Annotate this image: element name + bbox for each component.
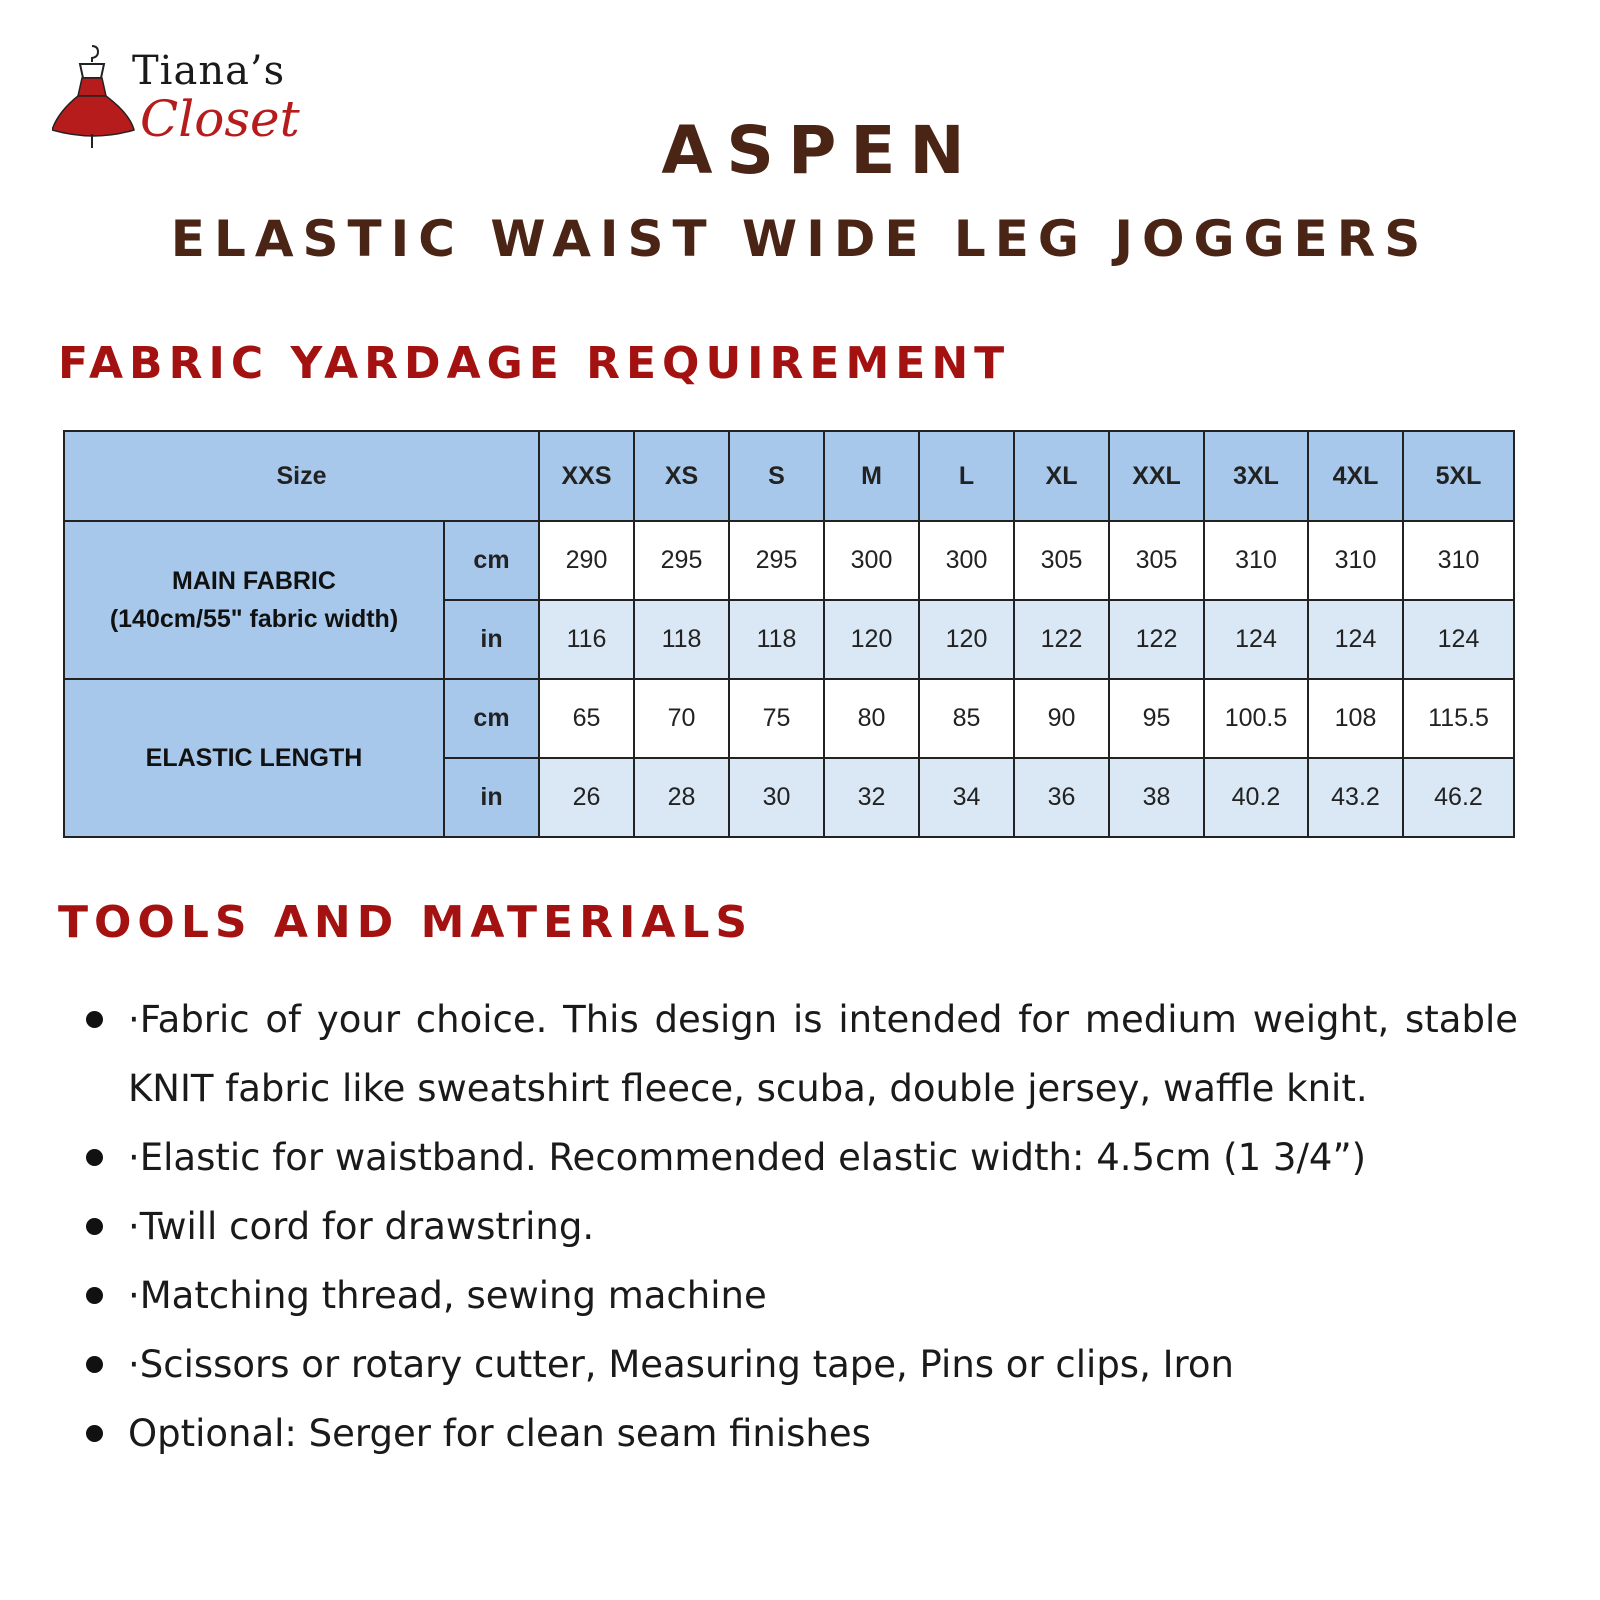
table-cell: 295 bbox=[729, 521, 824, 600]
table-cell: 38 bbox=[1109, 758, 1204, 837]
table-cell: 80 bbox=[824, 679, 919, 758]
table-cell: 36 bbox=[1014, 758, 1109, 837]
size-col-header: XS bbox=[634, 431, 729, 521]
main-fabric-label-line2: (140cm/55" fabric width) bbox=[109, 605, 399, 633]
table-cell: 65 bbox=[539, 679, 634, 758]
size-col-header: 4XL bbox=[1308, 431, 1403, 521]
bullet-icon bbox=[86, 1011, 103, 1028]
list-item-text: ·Matching thread, sewing machine bbox=[128, 1274, 767, 1317]
unit-cell: in bbox=[444, 758, 539, 837]
tools-materials-heading: TOOLS AND MATERIALS bbox=[58, 897, 754, 948]
bullet-icon bbox=[86, 1287, 103, 1304]
brand-name-top: Tiana’s bbox=[132, 48, 286, 94]
table-cell: 310 bbox=[1308, 521, 1403, 600]
table-cell: 40.2 bbox=[1204, 758, 1308, 837]
list-item bbox=[78, 1123, 1518, 1192]
list-item-text: ·Scissors or rotary cutter, Measuring tape, Pins or clips, Iron bbox=[128, 1343, 1235, 1386]
table-cell: 120 bbox=[824, 600, 919, 679]
size-col-header: 3XL bbox=[1204, 431, 1308, 521]
table-cell: 85 bbox=[919, 679, 1014, 758]
size-header: Size bbox=[64, 431, 539, 521]
list-item-text: ·Fabric of your choice. This design is intended for medium weight, stable KNIT fabric like sweatshirt fleece, scuba, double jersey, waffle knit. bbox=[128, 998, 1518, 1110]
list-item bbox=[78, 1399, 1518, 1468]
elastic-length-label-text: ELASTIC LENGTH bbox=[145, 744, 363, 772]
list-item bbox=[78, 1330, 1518, 1399]
tools-list bbox=[78, 985, 1518, 1468]
list-item-text: ·Elastic for waistband. Recommended elastic width: 4.5cm (1 3/4”) bbox=[128, 1136, 1367, 1179]
size-col-header: S bbox=[729, 431, 824, 521]
bullet-icon bbox=[86, 1218, 103, 1235]
bullet-icon bbox=[86, 1356, 103, 1373]
table-cell: 295 bbox=[634, 521, 729, 600]
bullet-icon bbox=[86, 1149, 103, 1166]
table-cell: 122 bbox=[1109, 600, 1204, 679]
elastic-length-label bbox=[64, 679, 444, 837]
table-cell: 32 bbox=[824, 758, 919, 837]
size-col-header: 5XL bbox=[1403, 431, 1514, 521]
table-cell: 305 bbox=[1014, 521, 1109, 600]
table-cell: 115.5 bbox=[1403, 679, 1514, 758]
table-cell: 100.5 bbox=[1204, 679, 1308, 758]
table-cell: 34 bbox=[919, 758, 1014, 837]
size-col-header: M bbox=[824, 431, 919, 521]
table-cell: 310 bbox=[1204, 521, 1308, 600]
table-cell: 70 bbox=[634, 679, 729, 758]
table-cell: 124 bbox=[1204, 600, 1308, 679]
table-cell: 310 bbox=[1403, 521, 1514, 600]
size-col-header: XXS bbox=[539, 431, 634, 521]
table-cell: 300 bbox=[824, 521, 919, 600]
table-cell: 122 bbox=[1014, 600, 1109, 679]
unit-cell: in bbox=[444, 600, 539, 679]
table-cell: 124 bbox=[1308, 600, 1403, 679]
table-cell: 108 bbox=[1308, 679, 1403, 758]
list-item-text: Optional: Serger for clean seam finishes bbox=[128, 1412, 871, 1455]
unit-cell: cm bbox=[444, 679, 539, 758]
table-row bbox=[64, 521, 1514, 600]
table-cell: 118 bbox=[729, 600, 824, 679]
unit-cell: cm bbox=[444, 521, 539, 600]
table-cell: 46.2 bbox=[1403, 758, 1514, 837]
table-cell: 30 bbox=[729, 758, 824, 837]
list-item bbox=[78, 985, 1518, 1123]
table-cell: 118 bbox=[634, 600, 729, 679]
table-cell: 290 bbox=[539, 521, 634, 600]
list-item-text: ·Twill cord for drawstring. bbox=[128, 1205, 595, 1248]
fabric-yardage-heading: FABRIC YARDAGE REQUIREMENT bbox=[58, 338, 1011, 389]
table-cell: 124 bbox=[1403, 600, 1514, 679]
page-subtitle: ELASTIC WAIST WIDE LEG JOGGERS bbox=[170, 210, 1430, 268]
table-cell: 75 bbox=[729, 679, 824, 758]
size-col-header: XL bbox=[1014, 431, 1109, 521]
table-cell: 95 bbox=[1109, 679, 1204, 758]
size-col-header: L bbox=[919, 431, 1014, 521]
table-cell: 305 bbox=[1109, 521, 1204, 600]
table-cell: 116 bbox=[539, 600, 634, 679]
table-cell: 90 bbox=[1014, 679, 1109, 758]
table-cell: 26 bbox=[539, 758, 634, 837]
fabric-yardage-table bbox=[63, 430, 1515, 838]
main-fabric-label-line1: MAIN FABRIC bbox=[172, 567, 336, 595]
bullet-icon bbox=[86, 1425, 103, 1442]
list-item bbox=[78, 1261, 1518, 1330]
table-header-row bbox=[64, 431, 1514, 521]
page-title: ASPEN bbox=[661, 112, 979, 189]
table-cell: 28 bbox=[634, 758, 729, 837]
size-col-header: XXL bbox=[1109, 431, 1204, 521]
table-row bbox=[64, 679, 1514, 758]
table-cell: 120 bbox=[919, 600, 1014, 679]
main-fabric-label bbox=[64, 521, 444, 679]
table-cell: 300 bbox=[919, 521, 1014, 600]
table-cell: 43.2 bbox=[1308, 758, 1403, 837]
list-item bbox=[78, 1192, 1518, 1261]
brand-name-bottom: Closet bbox=[140, 90, 300, 148]
